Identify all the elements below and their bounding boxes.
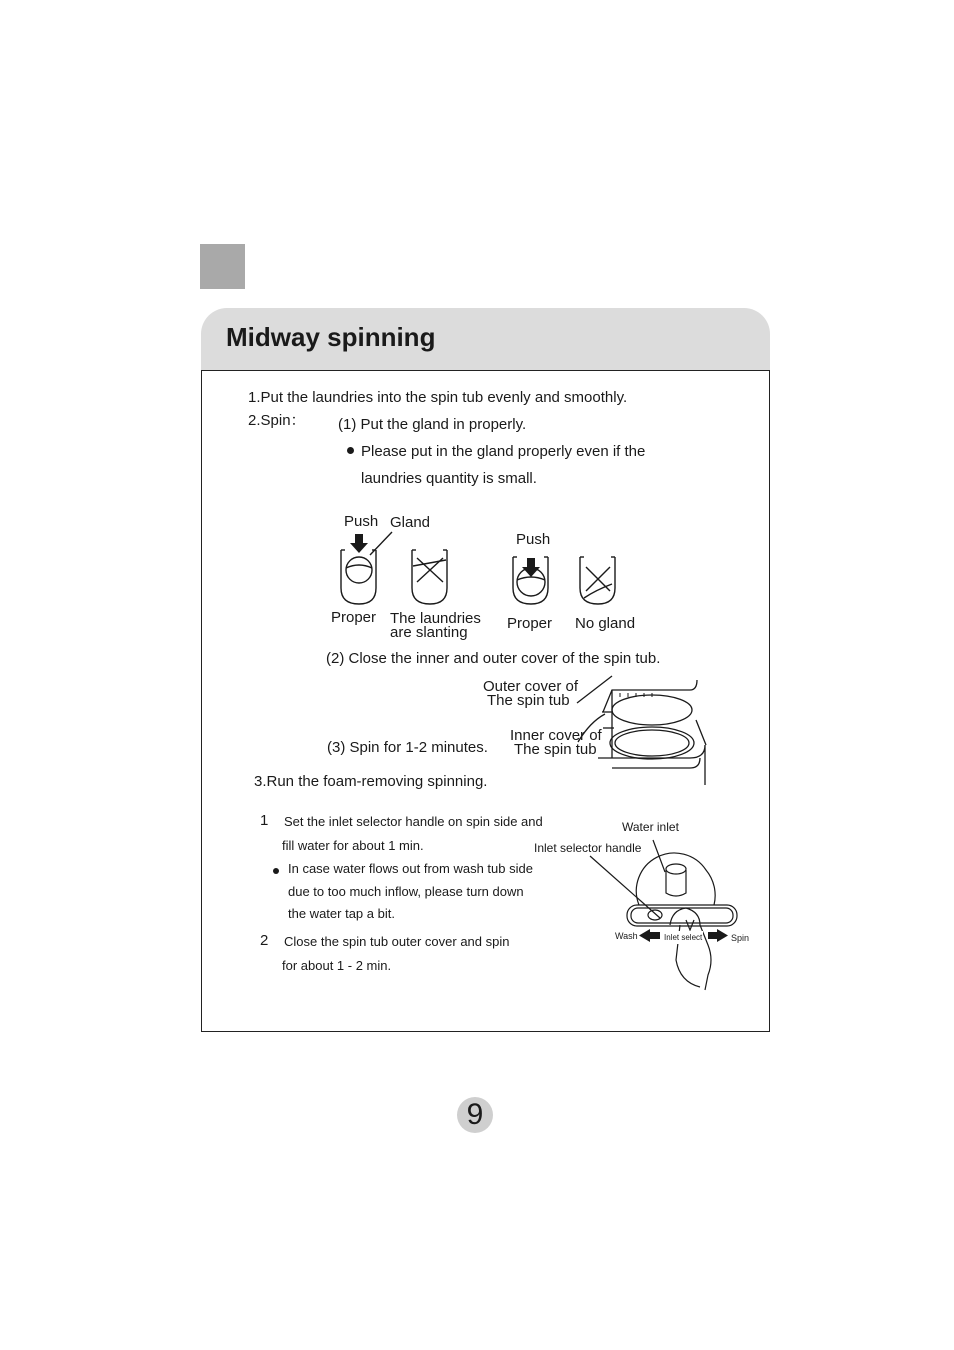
push-label-1: Push bbox=[344, 513, 379, 530]
foam-note-line-3: the water tap a bit. bbox=[288, 906, 395, 921]
gland-note-line-1: Please put in the gland properly even if the bbox=[361, 443, 646, 460]
push-label-2: Push bbox=[516, 531, 551, 548]
step-1-text: 1.Put the laundries into the spin tub evenly and smoothly. bbox=[248, 389, 628, 406]
page-title: Midway spinning bbox=[226, 322, 436, 352]
proper-label-1: Proper bbox=[331, 609, 377, 626]
slanting-label-line-2: are slanting bbox=[390, 624, 468, 641]
no-gland-label: No gland bbox=[575, 615, 636, 632]
foam-item-1-line-1: Set the inlet selector handle on spin side and bbox=[284, 814, 543, 829]
slanting-label-line-1: The laundries bbox=[390, 610, 481, 627]
outer-cover-label-line-2: The spin tub bbox=[487, 692, 570, 709]
proper-label-2: Proper bbox=[507, 615, 553, 632]
foam-item-1-num: 1 bbox=[260, 812, 269, 829]
inner-cover-label-line-1: Inner cover of bbox=[510, 727, 602, 744]
outer-cover-label-line-1: Outer cover of bbox=[483, 678, 579, 695]
step-2-sub-3: (3) Spin for 1-2 minutes. bbox=[327, 739, 488, 756]
foam-note-line-2: due to too much inflow, please turn down bbox=[288, 884, 524, 899]
wash-label: Wash bbox=[615, 931, 638, 941]
foam-item-2-num: 2 bbox=[260, 932, 269, 949]
inner-cover-label-line-2: The spin tub bbox=[514, 741, 597, 758]
foam-note-line-1: In case water flows out from wash tub side bbox=[288, 861, 533, 876]
gland-note-line-2: laundries quantity is small. bbox=[361, 470, 537, 487]
page-number: 9 bbox=[457, 1097, 493, 1133]
step-2-label: 2.Spin： bbox=[248, 412, 306, 429]
foam-item-2-line-1: Close the spin tub outer cover and spin bbox=[284, 934, 510, 949]
spin-label: Spin bbox=[731, 933, 750, 943]
step-2-sub-2: (2) Close the inner and outer cover of the spin tub. bbox=[326, 650, 661, 667]
inlet-selector-handle-label: Inlet selector handle bbox=[534, 841, 642, 855]
inlet-select-label: Inlet select bbox=[664, 933, 703, 942]
gland-label: Gland bbox=[390, 514, 431, 531]
step-2-sub-1: (1) Put the gland in properly. bbox=[338, 416, 527, 433]
water-inlet-label: Water inlet bbox=[622, 820, 679, 834]
foam-item-2-line-2: for about 1 - 2 min. bbox=[282, 958, 392, 973]
foam-item-1-line-2: fill water for about 1 min. bbox=[282, 838, 424, 853]
step-3-text: 3.Run the foam-removing spinning. bbox=[254, 773, 488, 790]
